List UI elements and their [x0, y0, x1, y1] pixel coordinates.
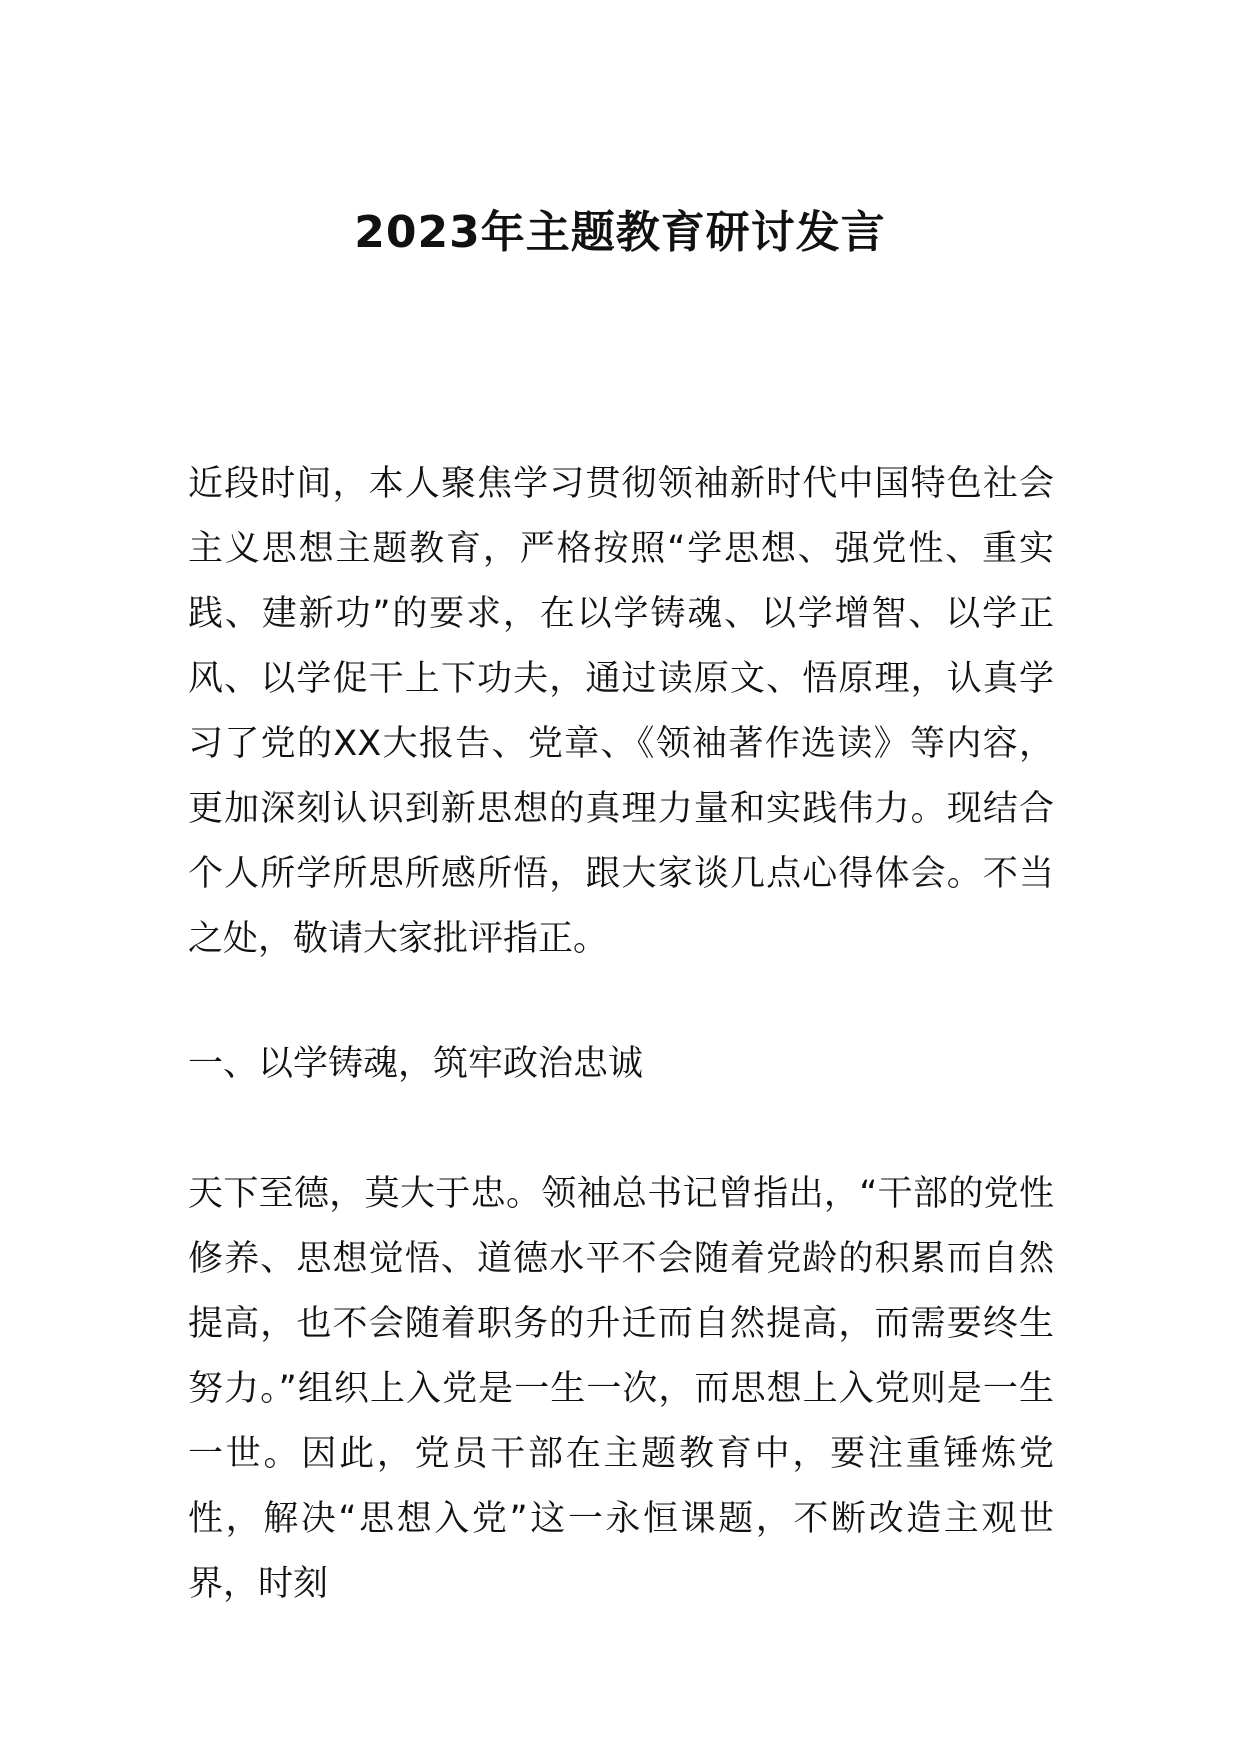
- intro-paragraph: 近段时间，本人聚焦学习贯彻领袖新时代中国特色社会主义思想主题教育，严格按照“学思想、强党性、重实践、建新功”的要求，在以学铸魂、以学增智、以学正风、以学促干上下功夫，通过读原文、悟原理，认真学习了党的XX大报告、党章、《领袖著作选读》等内容，更加深刻认识到新思想的真理力量和实践伟力。现结合个人所学所思所感所悟，跟大家谈几点心得体会。不当之处，敬请大家批评指正。: [188, 464, 1054, 959]
- section-paragraph: 天下至德，莫大于忠。领袖总书记曾指出，“干部的党性修养、思想觉悟、道德水平不会随着党龄的积累而自然提高，也不会随着职务的升迁而自然提高，而需要终生努力。”组织上入党是一生一次，而思想上入党则是一生一世。因此，党员干部在主题教育中，要注重锤炼党性，解决“思想入党”这一永恒课题，不断改造主观世界，时刻: [188, 1174, 1054, 1604]
- document-title: 2023年主题教育研讨发言: [354, 207, 886, 258]
- section-heading: 一、以学铸魂，筑牢政治忠诚: [188, 1044, 644, 1084]
